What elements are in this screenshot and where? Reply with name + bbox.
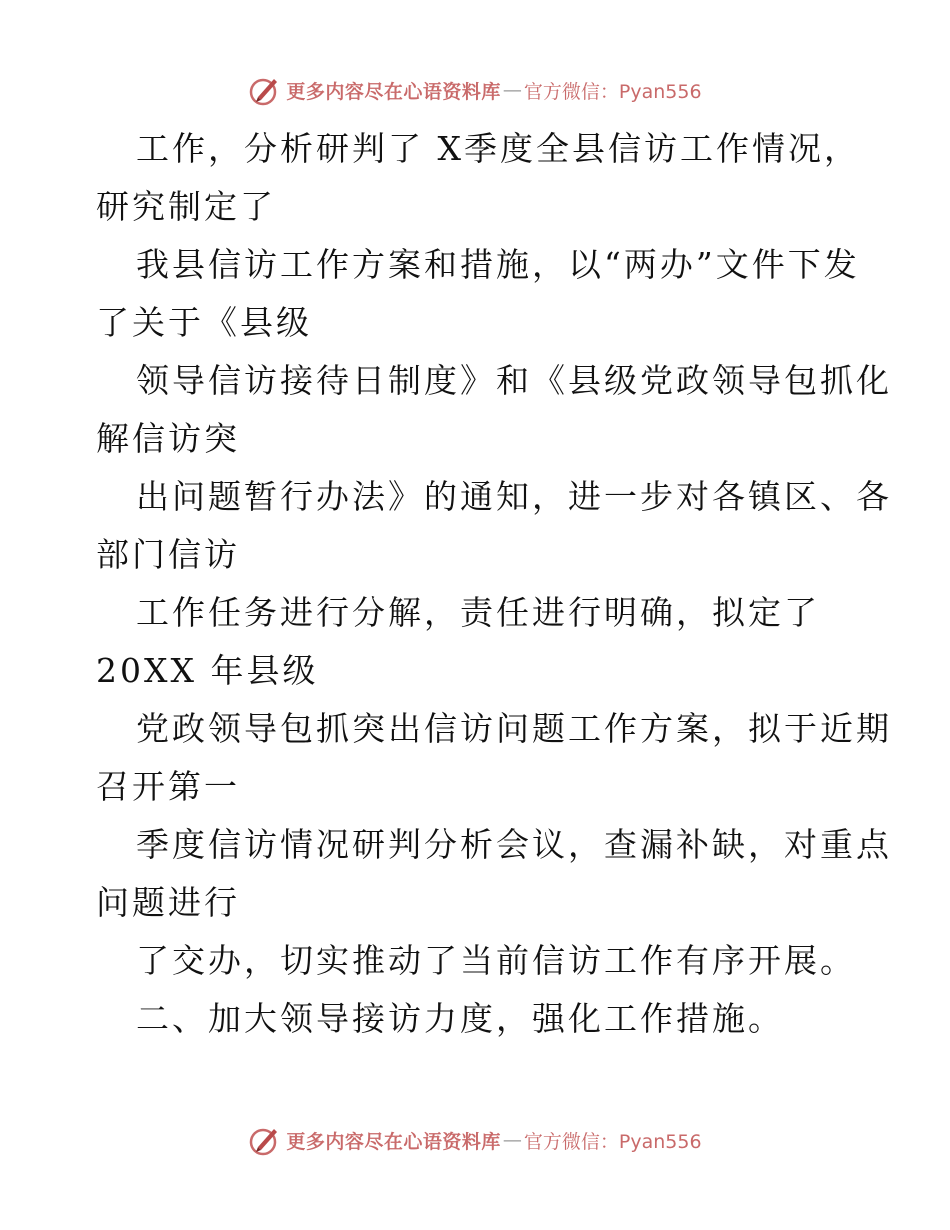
footer-watermark [0, 1120, 950, 1160]
watermark-wechat: 官方微信：Pyan556 [523, 1130, 702, 1153]
pen-logo-icon [248, 73, 282, 107]
pen-logo-icon [248, 1123, 282, 1157]
watermark-text: 更多内容尽在心语资料库 [286, 80, 501, 103]
text-line: 问题进行 [96, 883, 240, 922]
text-line: 领导信访接待日制度》和《县级党政领导包抓化 [136, 361, 892, 400]
document-body [96, 120, 892, 1048]
watermark-separator: — [502, 79, 522, 101]
watermark-wechat: 官方微信：Pyan556 [523, 80, 702, 103]
text-line: 出问题暂行办法》的通知，进一步对各镇区、各 [136, 477, 892, 516]
text-line: 工作，分析研判了 X季度全县信访工作情况， [136, 129, 860, 168]
text-line: 了关于《县级 [96, 303, 312, 342]
text-line: 解信访突 [96, 419, 240, 458]
section-heading: 二、加大领导接访力度，强化工作措施。 [136, 999, 784, 1038]
text-line: 工作任务进行分解，责任进行明确，拟定了 [136, 593, 820, 632]
text-line: 部门信访 [96, 535, 240, 574]
text-line: 研究制定了 [96, 187, 276, 226]
watermark-text: 更多内容尽在心语资料库 [286, 1130, 501, 1153]
text-line: 季度信访情况研判分析会议，查漏补缺，对重点 [136, 825, 892, 864]
text-line: 党政领导包抓突出信访问题工作方案，拟于近期 [136, 709, 892, 748]
text-line: 了交办，切实推动了当前信访工作有序开展。 [136, 941, 856, 980]
text-line: 20XX 年县级 [96, 651, 319, 690]
watermark-separator: — [502, 1129, 522, 1151]
text-line: 召开第一 [96, 767, 240, 806]
text-line: 我县信访工作方案和措施，以“两办”文件下发 [136, 245, 860, 284]
header-watermark [0, 70, 950, 110]
